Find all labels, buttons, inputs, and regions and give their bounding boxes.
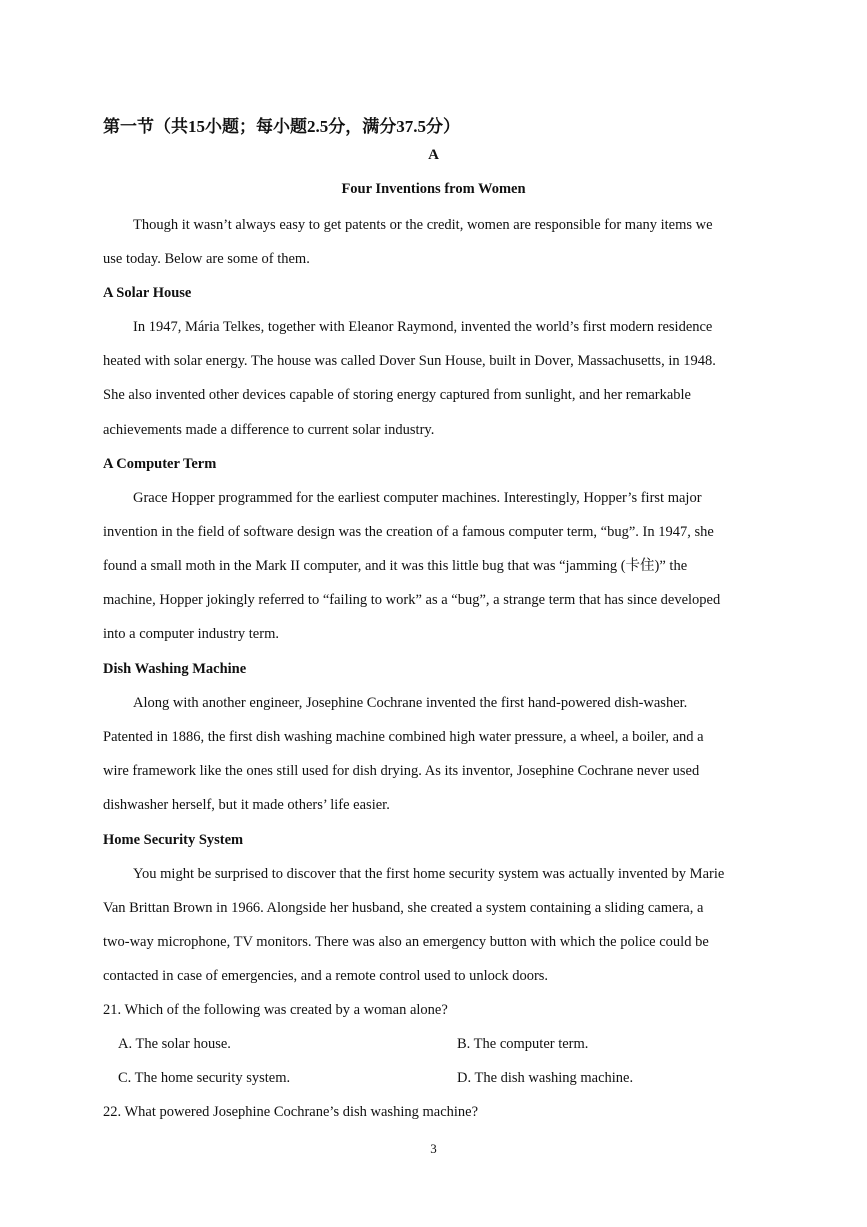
paragraph-line: She also invented other devices capable of storing energy captured from sunlight, and her remarkable	[103, 387, 691, 403]
page-number: 3	[430, 1141, 437, 1156]
section-heading-solar-house: A Solar House	[103, 285, 192, 301]
paragraph-line: contacted in case of emergencies, and a remote control used to unlock doors.	[103, 968, 549, 984]
paragraph-line: Grace Hopper programmed for the earliest computer machines. Interestingly, Hopper’s first major	[133, 490, 702, 506]
paragraph-line: heated with solar energy. The house was called Dover Sun House, built in Dover, Massachusetts, in 1948.	[103, 353, 716, 369]
question-21-option-c: C. The home security system.	[118, 1070, 291, 1086]
question-21-option-b: B. The computer term.	[457, 1036, 589, 1052]
question-21-option-d: D. The dish washing machine.	[457, 1070, 634, 1086]
question-21-option-a: A. The solar house.	[118, 1036, 231, 1052]
passage-letter: A	[428, 147, 439, 163]
intro-line: use today. Below are some of them.	[103, 251, 310, 267]
paragraph-line: invention in the field of software design was the creation of a famous computer term, “bug”. In 1947, she	[103, 524, 714, 540]
paragraph-line: two-way microphone, TV monitors. There was also an emergency button with which the police could be	[103, 934, 709, 950]
paragraph-line: Patented in 1886, the first dish washing machine combined high water pressure, a wheel, a boiler, and a	[103, 729, 704, 745]
paragraph-line: You might be surprised to discover that the first home security system was actually invented by Marie	[133, 866, 725, 882]
paragraph-line: into a computer industry term.	[103, 626, 279, 642]
intro-line: Though it wasn’t always easy to get patents or the credit, women are responsible for many items we	[133, 217, 713, 233]
paragraph-line: achievements made a difference to current solar industry.	[103, 422, 435, 438]
question-22-stem: 22. What powered Josephine Cochrane’s dish washing machine?	[103, 1104, 479, 1120]
paragraph-line: found a small moth in the Mark II computer, and it was this little bug that was “jamming (卡住)” the	[103, 558, 688, 574]
section-heading-computer-term: A Computer Term	[103, 456, 217, 472]
paragraph-line: wire framework like the ones still used for dish drying. As its inventor, Josephine Cochrane never used	[103, 763, 700, 779]
paragraph-line: Along with another engineer, Josephine Cochrane invented the first hand-powered dish-washer.	[133, 695, 688, 711]
passage-title: Four Inventions from Women	[341, 181, 526, 197]
section-heading-home-security: Home Security System	[103, 832, 244, 848]
section-heading-dish-washing: Dish Washing Machine	[103, 661, 247, 677]
section-heading: 第一节（共15小题；每小题2.5分，满分37.5分）	[103, 117, 460, 136]
paragraph-line: Van Brittan Brown in 1966. Alongside her husband, she created a system containing a sliding camera, a	[103, 900, 704, 916]
question-21-stem: 21. Which of the following was created by a woman alone?	[103, 1002, 448, 1018]
paragraph-line: dishwasher herself, but it made others’ life easier.	[103, 797, 390, 813]
paragraph-line: In 1947, Mária Telkes, together with Eleanor Raymond, invented the world’s first modern residence	[133, 319, 713, 335]
paragraph-line: machine, Hopper jokingly referred to “failing to work” as a “bug”, a strange term that has since developed	[103, 592, 721, 608]
